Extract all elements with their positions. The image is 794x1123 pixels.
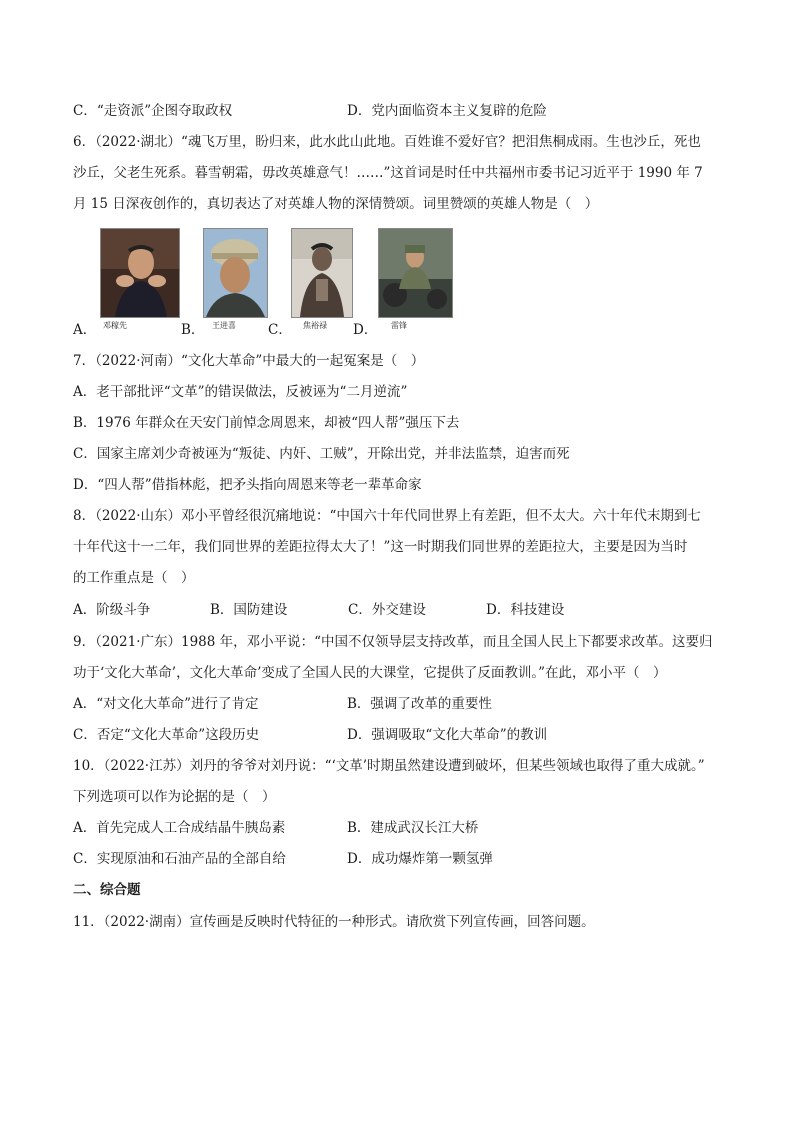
q9-stem-line1: 9．（2021·广东）1988 年，邓小平说：“中国不仅领导层支持改革，而且全国人民上下都要求改革。这要归 xyxy=(73,634,713,650)
q7-option-d: D．“四人帮”借指林彪，把矛头指向周恩来等老一辈革命家 xyxy=(73,477,422,493)
q8-option-c: C．外交建设 xyxy=(348,602,426,618)
q6-stem-line3: 月 15 日深夜创作的，真切表达了对英雄人物的深情赞颂。词里赞颂的英雄人物是（ ） xyxy=(73,196,599,212)
q10-option-a: A．首先完成人工合成结晶牛胰岛素 xyxy=(73,820,286,836)
q9-option-c: C．否定“文化大革命”这段历史 xyxy=(73,727,260,743)
q5-option-d: D．党内面临资本主义复辟的危险 xyxy=(347,103,547,119)
q5-option-c: C．“走资派”企图夺取政权 xyxy=(73,103,233,119)
q6-photo-c xyxy=(291,228,353,318)
q6-caption-a: 邓稼先 xyxy=(103,321,127,330)
section-heading: 二、综合题 xyxy=(73,882,141,898)
q6-stem-line2: 沙丘，父老生死系。暮雪朝霜，毋改英雄意气！……”这首词是时任中共福州市委书记习近平于 1990 年 7 xyxy=(73,165,703,181)
q6-option-c-letter: C． xyxy=(268,322,292,338)
q6-photo-b xyxy=(203,228,268,318)
q9-option-a: A．“对文化大革命”进行了肯定 xyxy=(73,696,259,712)
q6-photo-a xyxy=(100,228,180,318)
q6-photo-d xyxy=(378,228,453,318)
q6-option-a-letter: A． xyxy=(73,322,97,338)
q11-stem: 11．（2022·湖南）宣传画是反映时代特征的一种形式。请欣赏下列宣传画，回答问题。 xyxy=(73,914,595,930)
q10-option-c: C．实现原油和石油产品的全部自给 xyxy=(73,851,286,867)
q9-option-d: D．强调吸取“文化大革命”的教训 xyxy=(347,727,548,743)
q8-stem-line2: 十年代这十一二年，我们同世界的差距拉得太大了！”这一时期我们同世界的差距拉大，主要是因为当时 xyxy=(73,539,688,555)
q9-stem-line2: 功于‘文化大革命’，文化大革命’变成了全国人民的大课堂，它提供了反面教训。”在此，邓小平（ ） xyxy=(73,665,667,681)
q8-option-d: D．科技建设 xyxy=(486,602,565,618)
q8-option-b: B．国防建设 xyxy=(210,602,288,618)
q8-stem-line1: 8．（2022·山东）邓小平曾经很沉痛地说：“中国六十年代同世界上有差距，但不太大。六十年代末期到七 xyxy=(73,508,701,524)
q6-option-b-letter: B． xyxy=(181,322,205,338)
q7-option-a: A．老干部批评“文革”的错误做法，反被诬为“二月逆流” xyxy=(73,384,408,400)
q6-option-d-letter: D． xyxy=(353,322,378,338)
q10-stem-line2: 下列选项可以作为论据的是（ ） xyxy=(73,789,276,805)
q9-option-b: B．强调了改革的重要性 xyxy=(347,696,492,712)
q7-stem: 7．（2022·河南）“文化大革命”中最大的一起冤案是（ ） xyxy=(73,353,425,369)
q10-stem-line1: 10．（2022·江苏）刘丹的爷爷对刘丹说：“‘文革’时期虽然建设遭到破坏，但某些领域也取得了重大成就。” xyxy=(73,758,705,774)
q7-option-c: C．国家主席刘少奇被诬为“叛徒、内奸、工贼”，开除出党，并非法监禁，迫害而死 xyxy=(73,446,570,462)
q6-caption-b: 王进喜 xyxy=(212,321,236,330)
q6-stem-line1: 6．（2022·湖北）“魂飞万里，盼归来，此水此山此地。百姓谁不爱好官？把泪焦桐成雨。生也沙丘，死也 xyxy=(73,134,701,150)
q8-option-a: A．阶级斗争 xyxy=(73,602,151,618)
q6-caption-d: 雷锋 xyxy=(391,321,407,330)
q7-option-b: B．1976 年群众在天安门前悼念周恩来，却被“四人帮”强压下去 xyxy=(73,415,460,431)
q10-option-b: B．建成武汉长江大桥 xyxy=(347,820,479,836)
q6-caption-c: 焦裕禄 xyxy=(303,321,327,330)
q10-option-d: D．成功爆炸第一颗氢弹 xyxy=(347,851,493,867)
q8-stem-line3: 的工作重点是（ ） xyxy=(73,570,195,586)
